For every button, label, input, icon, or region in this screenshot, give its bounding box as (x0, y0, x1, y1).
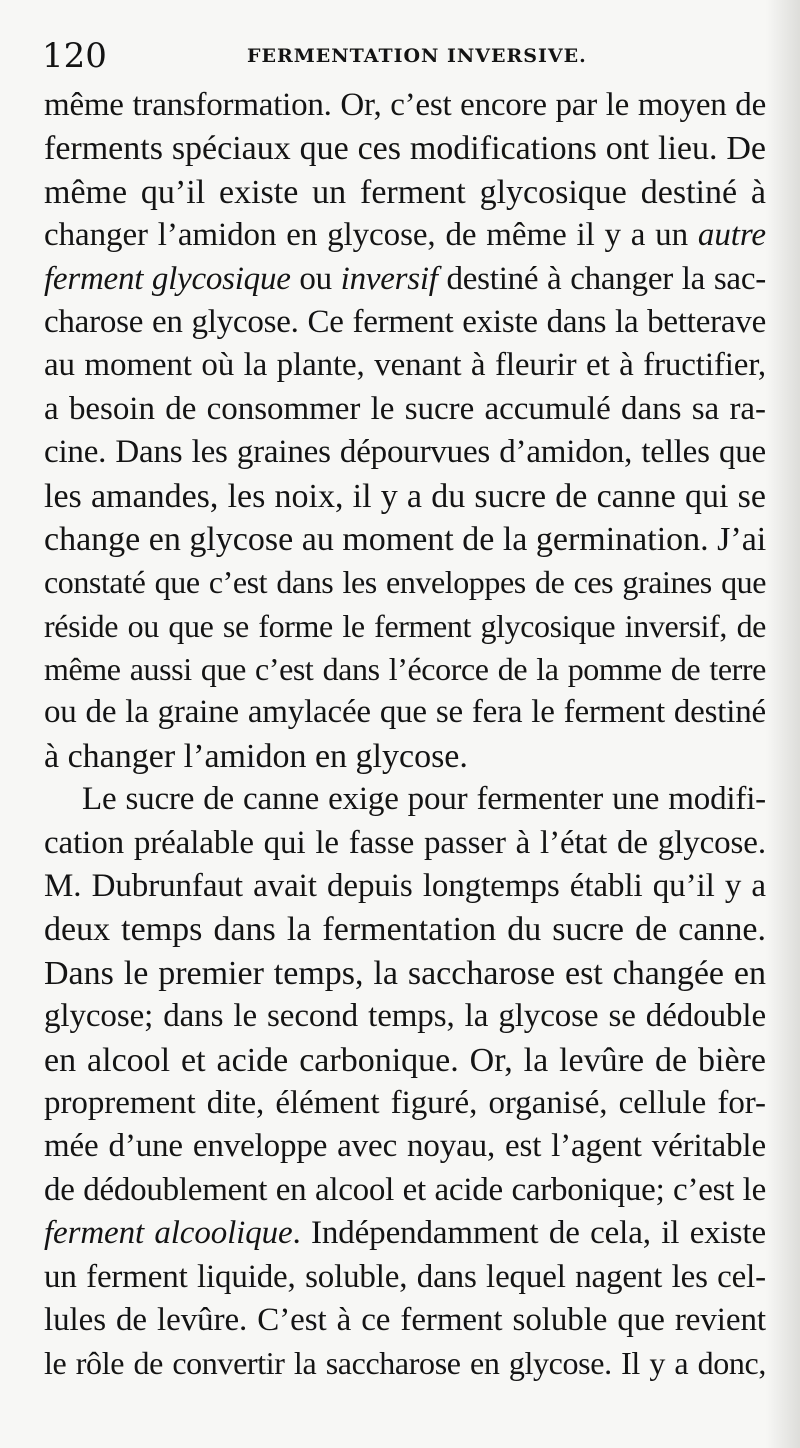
text-line: les amandes, les noix, il y a du sucre de canne qui se (44, 477, 766, 515)
text-line: charose en glycose. Ce ferment existe dans la betterave (44, 303, 766, 340)
text-line: deux temps dans la fermentation du sucre de canne. (44, 911, 766, 949)
text-line: le rôle de convertir la saccharose en glycose. Il y a donc, (44, 1345, 766, 1382)
page-edge-shadow (766, 0, 800, 1448)
italic-term: autre (697, 217, 766, 254)
text-line: glycose; dans le second temps, la glycose se dédouble (44, 998, 766, 1035)
text-span: . Indépendamment de cela, il existe (292, 1215, 766, 1252)
text-line: constaté que c’est dans les enveloppes de ces graines que (44, 564, 766, 601)
text-line: cine. Dans les graines dépourvues d’amidon, telles que (44, 434, 766, 471)
text-line: de dédoublement en alcool et acide carbonique; c’est le (44, 1171, 766, 1208)
text-line: M. Dubrunfaut avait depuis longtemps établi qu’il y a (44, 868, 766, 905)
italic-term: ferment glycosique (44, 260, 291, 297)
text-line: a besoin de consommer le sucre accumulé dans sa ra- (44, 390, 766, 427)
text-line (44, 214, 766, 257)
text-line: Dans le premier temps, la saccharose est changée en (44, 954, 766, 992)
text-line: cation préalable qui le fasse passer à l’état de glycose. (44, 824, 766, 861)
running-title: FERMENTATION INVERSIVE. (247, 45, 587, 67)
text-line: au moment où la plante, venant à fleurir et à fructifier, (44, 347, 766, 384)
text-line: réside ou que se forme le ferment glycosique inversif, de (44, 607, 766, 644)
text-line: à changer l’amidon en glycose. (44, 737, 468, 775)
text-line (44, 258, 766, 301)
text-line: ferments spéciaux que ces modifications ont lieu. De (44, 130, 766, 168)
text-line: mée d’une enveloppe avec noyau, est l’agent véritable (44, 1128, 766, 1165)
text-span: ou (290, 260, 341, 297)
text-line: même aussi que c’est dans l’écorce de la pomme de terre (44, 651, 766, 688)
text-line: Le sucre de canne exige pour fermenter une modifi- (82, 781, 766, 818)
text-line (44, 1212, 766, 1255)
page-header (42, 34, 762, 78)
text-line: même qu’il existe un ferment glycosique destiné à (44, 173, 766, 211)
italic-term: ferment alcoolique (44, 1215, 293, 1252)
text-span: changer l’amidon en glycose, de même il y a un (44, 217, 698, 254)
text-line: lules de levûre. C’est à ce ferment soluble que revient (44, 1301, 766, 1338)
text-line: ou de la graine amylacée que se fera le ferment destiné (44, 694, 766, 731)
text-span: destiné à changer la sac- (437, 260, 766, 297)
text-line: un ferment liquide, soluble, dans lequel nagent les cel- (44, 1258, 766, 1295)
page-number: 120 (42, 36, 107, 76)
text-line: proprement dite, élément figuré, organisé, cellule for- (44, 1084, 766, 1121)
text-line: en alcool et acide carbonique. Or, la levûre de bière (44, 1041, 766, 1079)
text-line: change en glycose au moment de la germination. J’ai (44, 520, 767, 558)
italic-term: inversif (340, 260, 438, 297)
text-line: même transformation. Or, c’est encore par le moyen de (44, 87, 766, 123)
body-text (44, 84, 766, 1386)
